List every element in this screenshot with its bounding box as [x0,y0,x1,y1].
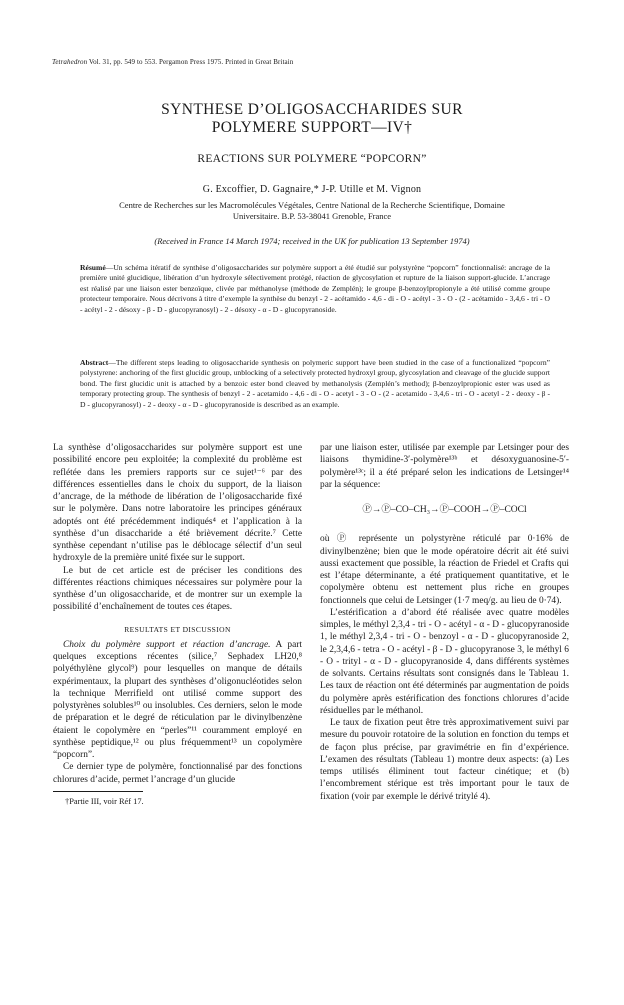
left-paragraph-4: Ce dernier type de polymère, fonctionnalisé par des fonctions chlorures d’acide, permet l’ancrage d’un glucide [53,762,302,785]
left-paragraph-2: Le but de cet article est de préciser les conditions des différentes réactions chimiques nécessaires sur polymère pour la synthèse d’un oligosaccharide, et de montrer sur un exemple la possibilité d’enchaînement de toutes ces étapes. [53,565,302,613]
resume-block [80,263,550,315]
affiliation [60,200,564,222]
abstract-block [80,358,550,410]
received-dates: (Received in France 14 March 1974; received in the UK for publication 13 September 1974) [154,236,470,246]
right-paragraph-2: où Ⓟ représente un polystyrène réticulé par 0·16% de divinylbenzène; bien que le mode opératoire décrit ait été suivi aussi exactement que possible, la réaction de Friedel et Crafts qui est l’étape déterminante, a été pratiquement quantitative, et le copolymère obtenu est nettement plus riche en groupes fonctionnels que celui de Letsinger (1·7 meq/g. au lieu de 0·74). [320,534,569,606]
citation-info: Vol. 31, pp. 549 to 553. Pergamon Press 1975. Printed in Great Britain [87,58,294,66]
left-paragraph-3 [53,639,302,762]
affiliation-line-1: Centre de Recherches sur les Macromolécules Végétales, Centre National de la Recherche Scientifique, Domaine [119,200,505,210]
left-column [53,442,302,786]
right-paragraph-3: L’estérification a d’abord été réalisée avec quatre modèles simples, le méthyl 2,3,4 - tri - O - acétyl - α - D - glucopyranoside 1, le méthyl 2,3,4 - tri - O - benzoyl - α - D - glucopyranoside 2, le 2,3,4,6 - tetra - O - acétyl - β - D - glucopyranose 3, le méthyl 6 - O - trityl - α - D - glucopyranoside 4, dans différents systèmes de solvants. Certains résultats sont consignés dans le Tableau 1. Les taux de réaction ont été déterminés par augmentation de poids du polymère après estérification des fonctions chlorures d’acide résiduelles par le méthanol. [320,607,569,716]
right-paragraph-4: Le taux de fixation peut être très approximativement suivi par mesure du pouvoir rotatoire de la solution en fonction du temps et de façon plus précise, par gravimétrie en fin d’expérience. L’examen des résultats (Tableau 1) montre deux aspects: (a) Les temps utilisés éliminent tout facteur cinétique; et (b) l’encombrement stérique est très important pour le taux de fixation (voir par exemple le dérivé tritylé 4). [320,718,569,802]
journal-name: Tetrahedron [52,58,88,66]
section-heading: RESULTATS ET DISCUSSION [124,624,231,634]
affiliation-line-2: Universitaire. B.P. 53-38041 Grenoble, France [232,211,392,221]
abstract-label: Abstract [80,358,109,367]
paper-title [60,101,564,137]
right-paragraph-1: par une liaison ester, utilisée par exemple par Letsinger pour des liaisons thymidine-3′-polymère¹³ᵇ et désoxyguanosine-5′-polymère¹³ᶜ; il a été préparé selon les indications de Letsinger¹⁴ par la séquence: [320,443,569,490]
left-paragraph-3-text: A part quelques exceptions récentes (silice,⁷ Sephadex LH20,⁸ polyéthylène glycol⁹) pour lesquelles on manque de détails expérimentaux, la plupart des synthèses d’oligonucléotides selon la technique Merrifield ont utilisé comme support des polystyrènes solubles¹⁰ ou insolubles. Ces derniers, selon le mode de préparation et le degré de réticulation par le divinylbenzène étaient le copolymère en “perles”¹¹ couramment employé en synthèse peptidique,¹² ou plus fréquemment¹³ un copolymère “popcorn”. [53,639,302,760]
running-header [52,58,293,66]
footnote-divider [53,791,143,792]
resume-text: —Un schéma itératif de synthèse d’oligosaccharides sur polymère support a été étudié sur polystyrène “popcorn” fonctionnalisé: ancrage de la première unité glucidique, libération d’un hydroxyle sélectivement protégé, réaction de glycosylation et rupture de la liaison support-glucide. L’ancrage est réalisé par une liaison ester benzoïque, clivée par méthanolyse (méthode de Zemplén); le groupe β-benzoylpropionyle a été utilisé comme groupe protecteur temporaire. Nous décrivons à titre d’exemple la synthèse du benzyl - 2 - acétamido - 4,6 - di - O - acétyl - 3 - O - (2 - acétamido - 3,4,6 - tri - O - acétyl - 2 - désoxy - β - D - glucopyranosyl) - 2 - désoxy - α - D - glucopyranoside. [80,263,550,314]
footnote: †Partie III, voir Réf 17. [65,797,144,806]
left-paragraph-1: La synthèse d’oligosaccharides sur polymère support est une possibilité encore peu exploitée; la complexité du problème est reflétée dans les premiers rapports sur ce sujet¹⁻⁶ par des différences essentielles dans le choix du support, de la liaison d’ancrage, de la méthode de libération de l’oligosaccharide fixé sur le polymère. Dans notre laboratoire les principes généraux adoptés ont été précédemment indiqués⁴ et l’application à la synthèse d’un disaccharide a été brièvement décrite.⁷ Cette synthèse cependant n’utilise pas le déblocage sélectif d’un seul hydroxyle de la première unité fixée sur le support. [53,443,302,564]
right-column [320,442,569,803]
paragraph-lead: Choix du polymère support et réaction d’ancrage. [63,639,271,650]
title-line-2: POLYMERE SUPPORT—IV† [211,119,413,136]
author-list: G. Excoffier, D. Gagnaire,* J-P. Utille et M. Vignon [202,184,422,195]
paper-subtitle: REACTIONS SUR POLYMERE “POPCORN” [197,153,427,165]
reaction-formula: Ⓟ→Ⓟ–CO–CH₃→Ⓟ–COOH→Ⓟ–COCl [362,505,527,515]
abstract-text: —The different steps leading to oligosaccharide synthesis on polymeric support have been studied in the case of a functionalized “popcorn” polystyrene: anchoring of the first glucidic group, unblocking of a selectively protected hydroxyl group, glycosylation and cleavage of the glucide support bond. The first glucidic unit is attached by a benzoic ester bond cleaved by methanolysis (Zemplén’s method); β-benzoylpropionic ester was used as temporary protecting group. The synthesis of benzyl - 2 - acetamido - 4,6 - di - O - acetyl - 3 - O - (2 - acetamido - 3,4,6 - tri - O - acetyl - 2 - deoxy - β - D - glucopyranosyl) - 2 - deoxy - α - D - glucopyranoside is described as an example. [80,358,550,409]
title-line-1: SYNTHESE D’OLIGOSACCHARIDES SUR [161,101,463,118]
resume-label: Résumé [80,263,106,272]
